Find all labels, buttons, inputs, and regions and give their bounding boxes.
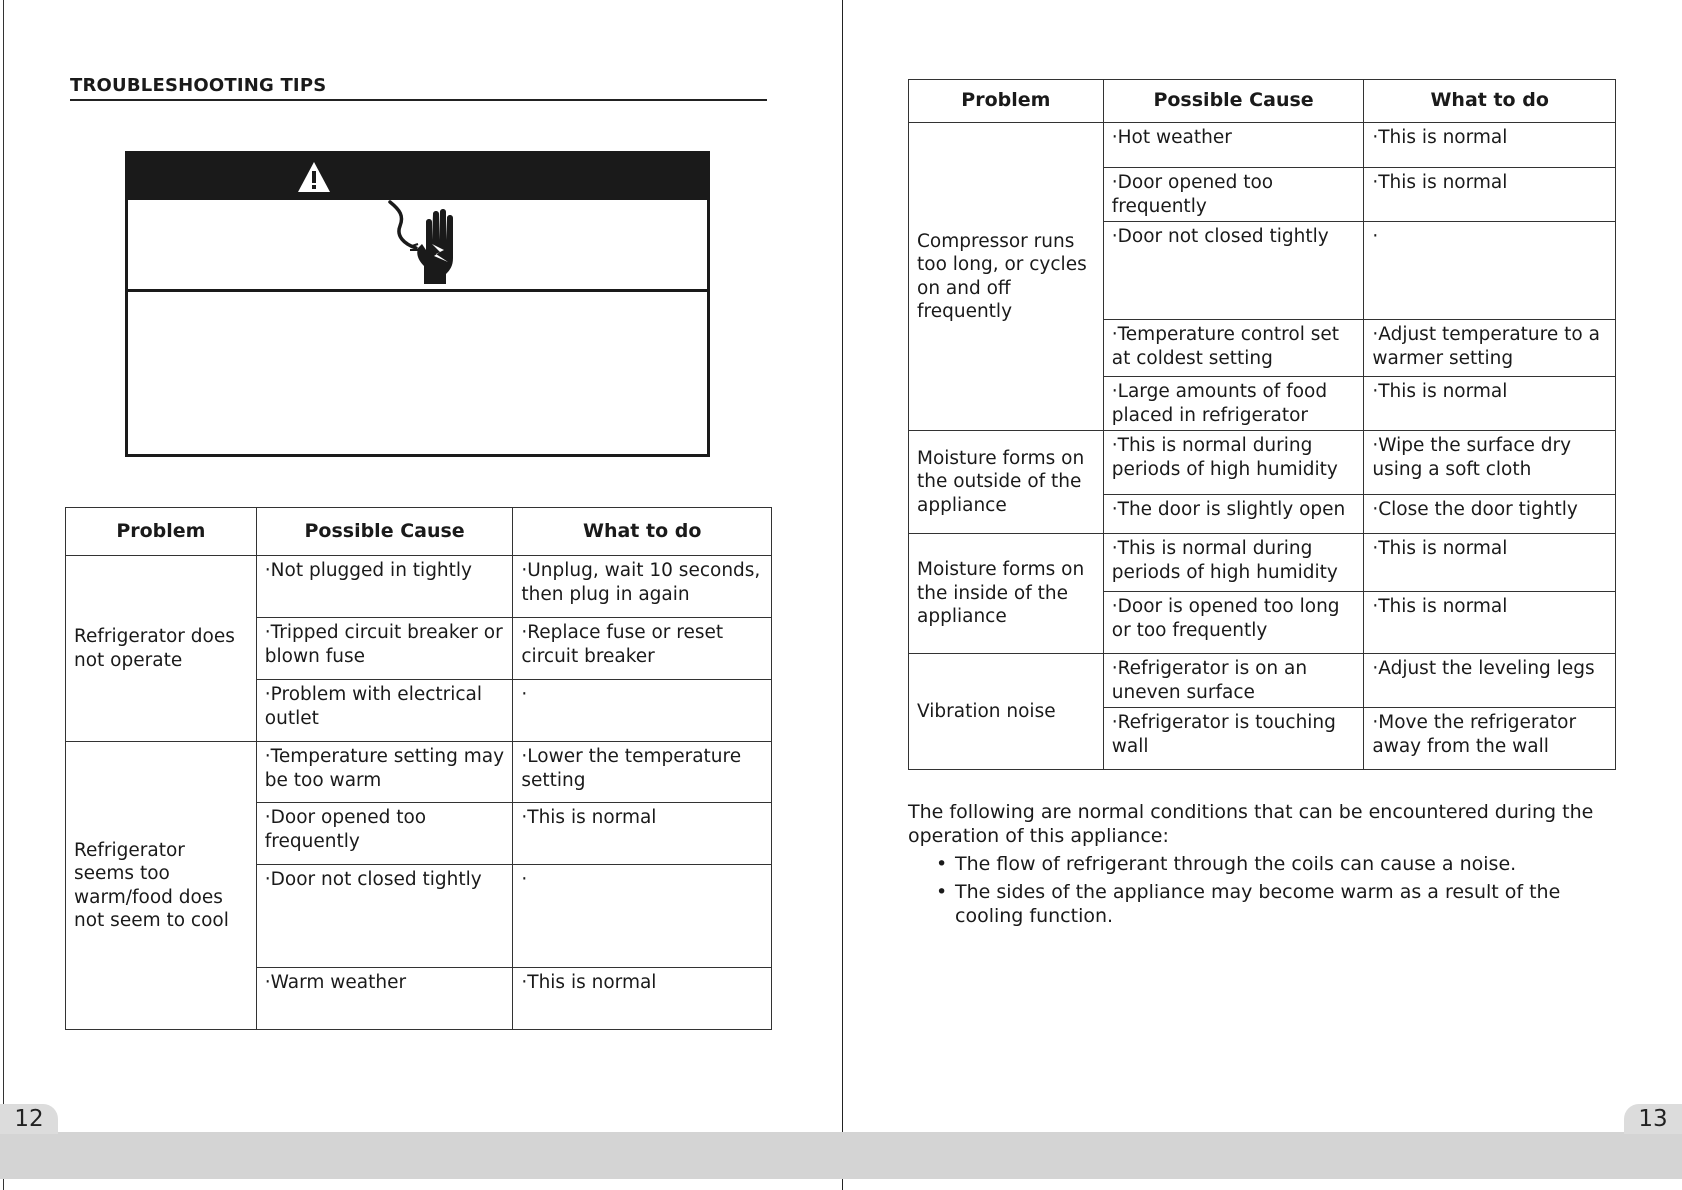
action-cell: · <box>1364 222 1616 320</box>
action-cell: ·This is normal <box>513 803 772 865</box>
cause-cell: ·The door is slightly open <box>1103 495 1364 534</box>
warning-header-bar <box>128 154 707 200</box>
cause-cell: ·Door not closed tightly <box>256 865 513 968</box>
header-problem: Problem <box>909 80 1104 123</box>
page-number-right: 13 <box>1624 1104 1682 1134</box>
problem-cell: Moisture forms on the inside of the appliance <box>909 534 1104 654</box>
header-what-to-do: What to do <box>1364 80 1616 123</box>
action-cell: ·Replace fuse or reset circuit breaker <box>513 618 772 680</box>
cause-cell: ·This is normal during periods of high humidity <box>1103 431 1364 495</box>
warning-box <box>125 151 710 457</box>
cause-cell: ·This is normal during periods of high humidity <box>1103 534 1364 592</box>
bullet-icon: • <box>936 853 948 875</box>
action-cell: ·This is normal <box>1364 123 1616 168</box>
cause-cell: ·Refrigerator is on an uneven surface <box>1103 654 1364 708</box>
troubleshooting-table-left <box>65 507 772 1030</box>
notes-list <box>908 852 1628 928</box>
warning-triangle-icon <box>296 160 332 194</box>
action-cell: ·Move the refrigerator away from the wall <box>1364 708 1616 770</box>
cause-cell: ·Door opened too frequently <box>1103 168 1364 222</box>
normal-conditions-notes <box>908 800 1628 928</box>
table-header-row <box>909 80 1616 123</box>
header-problem: Problem <box>66 508 257 556</box>
action-cell: ·Adjust temperature to a warmer setting <box>1364 320 1616 377</box>
cause-cell: ·Hot weather <box>1103 123 1364 168</box>
table-row <box>909 431 1616 495</box>
cause-cell: ·Problem with electrical outlet <box>256 680 513 742</box>
table-row <box>909 123 1616 168</box>
cause-cell: ·Door not closed tightly <box>1103 222 1364 320</box>
problem-cell: Refrigerator does not operate <box>66 556 257 742</box>
notes-intro: The following are normal conditions that can be encountered during the operation of this appliance: <box>908 801 1594 847</box>
action-cell: ·Close the door tightly <box>1364 495 1616 534</box>
list-item <box>908 880 1628 928</box>
page-spine <box>842 0 843 1190</box>
table-row <box>909 534 1616 592</box>
table-row <box>909 654 1616 708</box>
header-possible-cause: Possible Cause <box>1103 80 1364 123</box>
bullet-icon: • <box>936 881 948 903</box>
cause-cell: ·Door opened too frequently <box>256 803 513 865</box>
action-cell: ·This is normal <box>1364 592 1616 654</box>
action-cell: ·This is normal <box>513 968 772 1030</box>
cause-cell: ·Tripped circuit breaker or blown fuse <box>256 618 513 680</box>
header-what-to-do: What to do <box>513 508 772 556</box>
electric-shock-hand-icon <box>382 200 466 288</box>
note-text: The flow of refrigerant through the coils can cause a noise. <box>955 853 1517 875</box>
problem-cell: Vibration noise <box>909 654 1104 770</box>
page-number-left: 12 <box>0 1104 58 1134</box>
page-edge <box>3 0 4 1190</box>
problem-cell: Refrigerator seems too warm/food does not seem to cool <box>66 742 257 1030</box>
cause-cell: ·Temperature control set at coldest setting <box>1103 320 1364 377</box>
action-cell: ·Adjust the leveling legs <box>1364 654 1616 708</box>
action-cell: ·This is normal <box>1364 534 1616 592</box>
problem-cell: Compressor runs too long, or cycles on and off frequently <box>909 123 1104 431</box>
action-cell: ·Lower the temperature setting <box>513 742 772 803</box>
action-cell: ·This is normal <box>1364 168 1616 222</box>
table-row <box>66 556 772 618</box>
section-title: TROUBLESHOOTING TIPS <box>70 75 767 101</box>
action-cell: · <box>513 865 772 968</box>
header-possible-cause: Possible Cause <box>256 508 513 556</box>
action-cell: · <box>513 680 772 742</box>
action-cell: ·Wipe the surface dry using a soft cloth <box>1364 431 1616 495</box>
cause-cell: ·Large amounts of food placed in refrigerator <box>1103 377 1364 431</box>
list-item <box>908 852 1628 876</box>
footer-band <box>0 1132 1682 1179</box>
warning-body <box>128 292 707 452</box>
action-cell: ·This is normal <box>1364 377 1616 431</box>
warning-graphic <box>128 200 707 292</box>
table-row <box>66 742 772 803</box>
cause-cell: ·Door is opened too long or too frequently <box>1103 592 1364 654</box>
cause-cell: ·Refrigerator is touching wall <box>1103 708 1364 770</box>
cause-cell: ·Not plugged in tightly <box>256 556 513 618</box>
table-header-row <box>66 508 772 556</box>
problem-cell: Moisture forms on the outside of the appliance <box>909 431 1104 534</box>
cause-cell: ·Temperature setting may be too warm <box>256 742 513 803</box>
note-text: The sides of the appliance may become warm as a result of the cooling function. <box>955 881 1561 927</box>
cause-cell: ·Warm weather <box>256 968 513 1030</box>
troubleshooting-table-right <box>908 79 1616 770</box>
action-cell: ·Unplug, wait 10 seconds, then plug in again <box>513 556 772 618</box>
